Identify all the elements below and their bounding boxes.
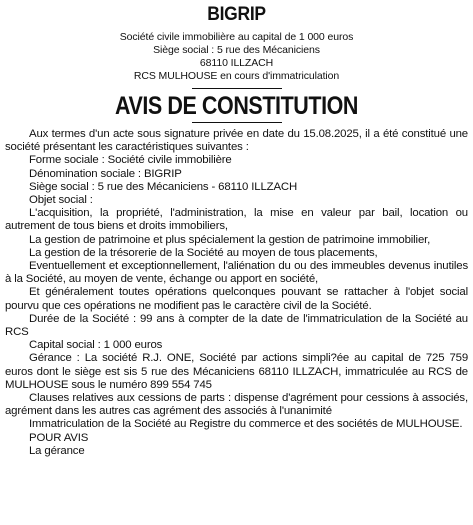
company-details (5, 31, 468, 83)
paragraph-cessions: Clauses relatives aux cessions de parts : dispense d'agrément pour cessions à associés, agrément dans les autres cas agrément des associés à l'unanimité (5, 392, 468, 418)
paragraph-pour-avis: POUR AVIS (29, 431, 89, 444)
company-registered-office: Siège social : 5 rue des Mécaniciens (153, 44, 320, 56)
company-name: BIGRIP (207, 4, 266, 25)
company-postal-city: 68110 ILLZACH (199, 57, 274, 69)
notice-title: AVIS DE CONSTITUTION (114, 92, 359, 120)
header-divider (192, 88, 282, 89)
paragraph-gerance: Gérance : La société R.J. ONE, Société par actions simpli?ée au capital de 725 759 euros dont le siège est sis 5 rue des Mécaniciens 68110 ILLZACH, immatriculée au RCS de MULHOUSE sous le numéro 899 554 745 (5, 352, 468, 391)
notice-header (5, 4, 468, 123)
paragraph-objet-acquisition: L'acquisition, la propriété, l'administration, la mise en valeur par bail, location ou autrement de tous biens et droits immobiliers, (5, 207, 468, 233)
paragraph-forme-sociale: Forme sociale : Société civile immobilière (29, 154, 232, 167)
paragraph-siege-social: Siège social : 5 rue des Mécaniciens - 68110 ILLZACH (29, 180, 298, 193)
paragraph-objet-general: Et généralement toutes opérations quelconques pouvant se rattacher à l'objet social pourvu que ces opérations ne modifient pas le caractère civil de la Société. (5, 286, 468, 312)
paragraph-immatriculation: Immatriculation de la Société au Registre du commerce et des sociétés de MULHOUSE. (29, 418, 463, 431)
paragraph-objet-tresorerie: La gestion de la trésorerie de la Société au moyen de tous placements, (29, 246, 378, 259)
paragraph-signature: La gérance (29, 444, 85, 457)
paragraph-denomination: Dénomination sociale : BIGRIP (29, 167, 182, 180)
paragraph-objet-patrimoine: La gestion de patrimoine et plus spécialement la gestion de patrimoine immobilier, (29, 233, 431, 246)
paragraph-objet-alienation: Eventuellement et exceptionnellement, l'aliénation du ou des immeubles devenus inutiles à la Société, au moyen de vente, échange ou apport en société, (5, 260, 468, 286)
paragraph-duree: Durée de la Société : 99 ans à compter de la date de l'immatriculation de la Société au RCS (5, 312, 468, 339)
paragraph-intro: Aux termes d'un acte sous signature privée en date du 15.08.2025, il a été constitué une société présentant les caractéristiques suivantes : (5, 128, 468, 154)
title-divider (192, 122, 282, 123)
notice-body (5, 128, 468, 458)
paragraph-capital: Capital social : 1 000 euros (29, 339, 163, 352)
paragraph-objet-social: Objet social : (29, 194, 93, 207)
company-legal-form-capital: Société civile immobilière au capital de 1 000 euros (119, 31, 354, 43)
company-registration: RCS MULHOUSE en cours d'immatriculation (133, 70, 340, 82)
